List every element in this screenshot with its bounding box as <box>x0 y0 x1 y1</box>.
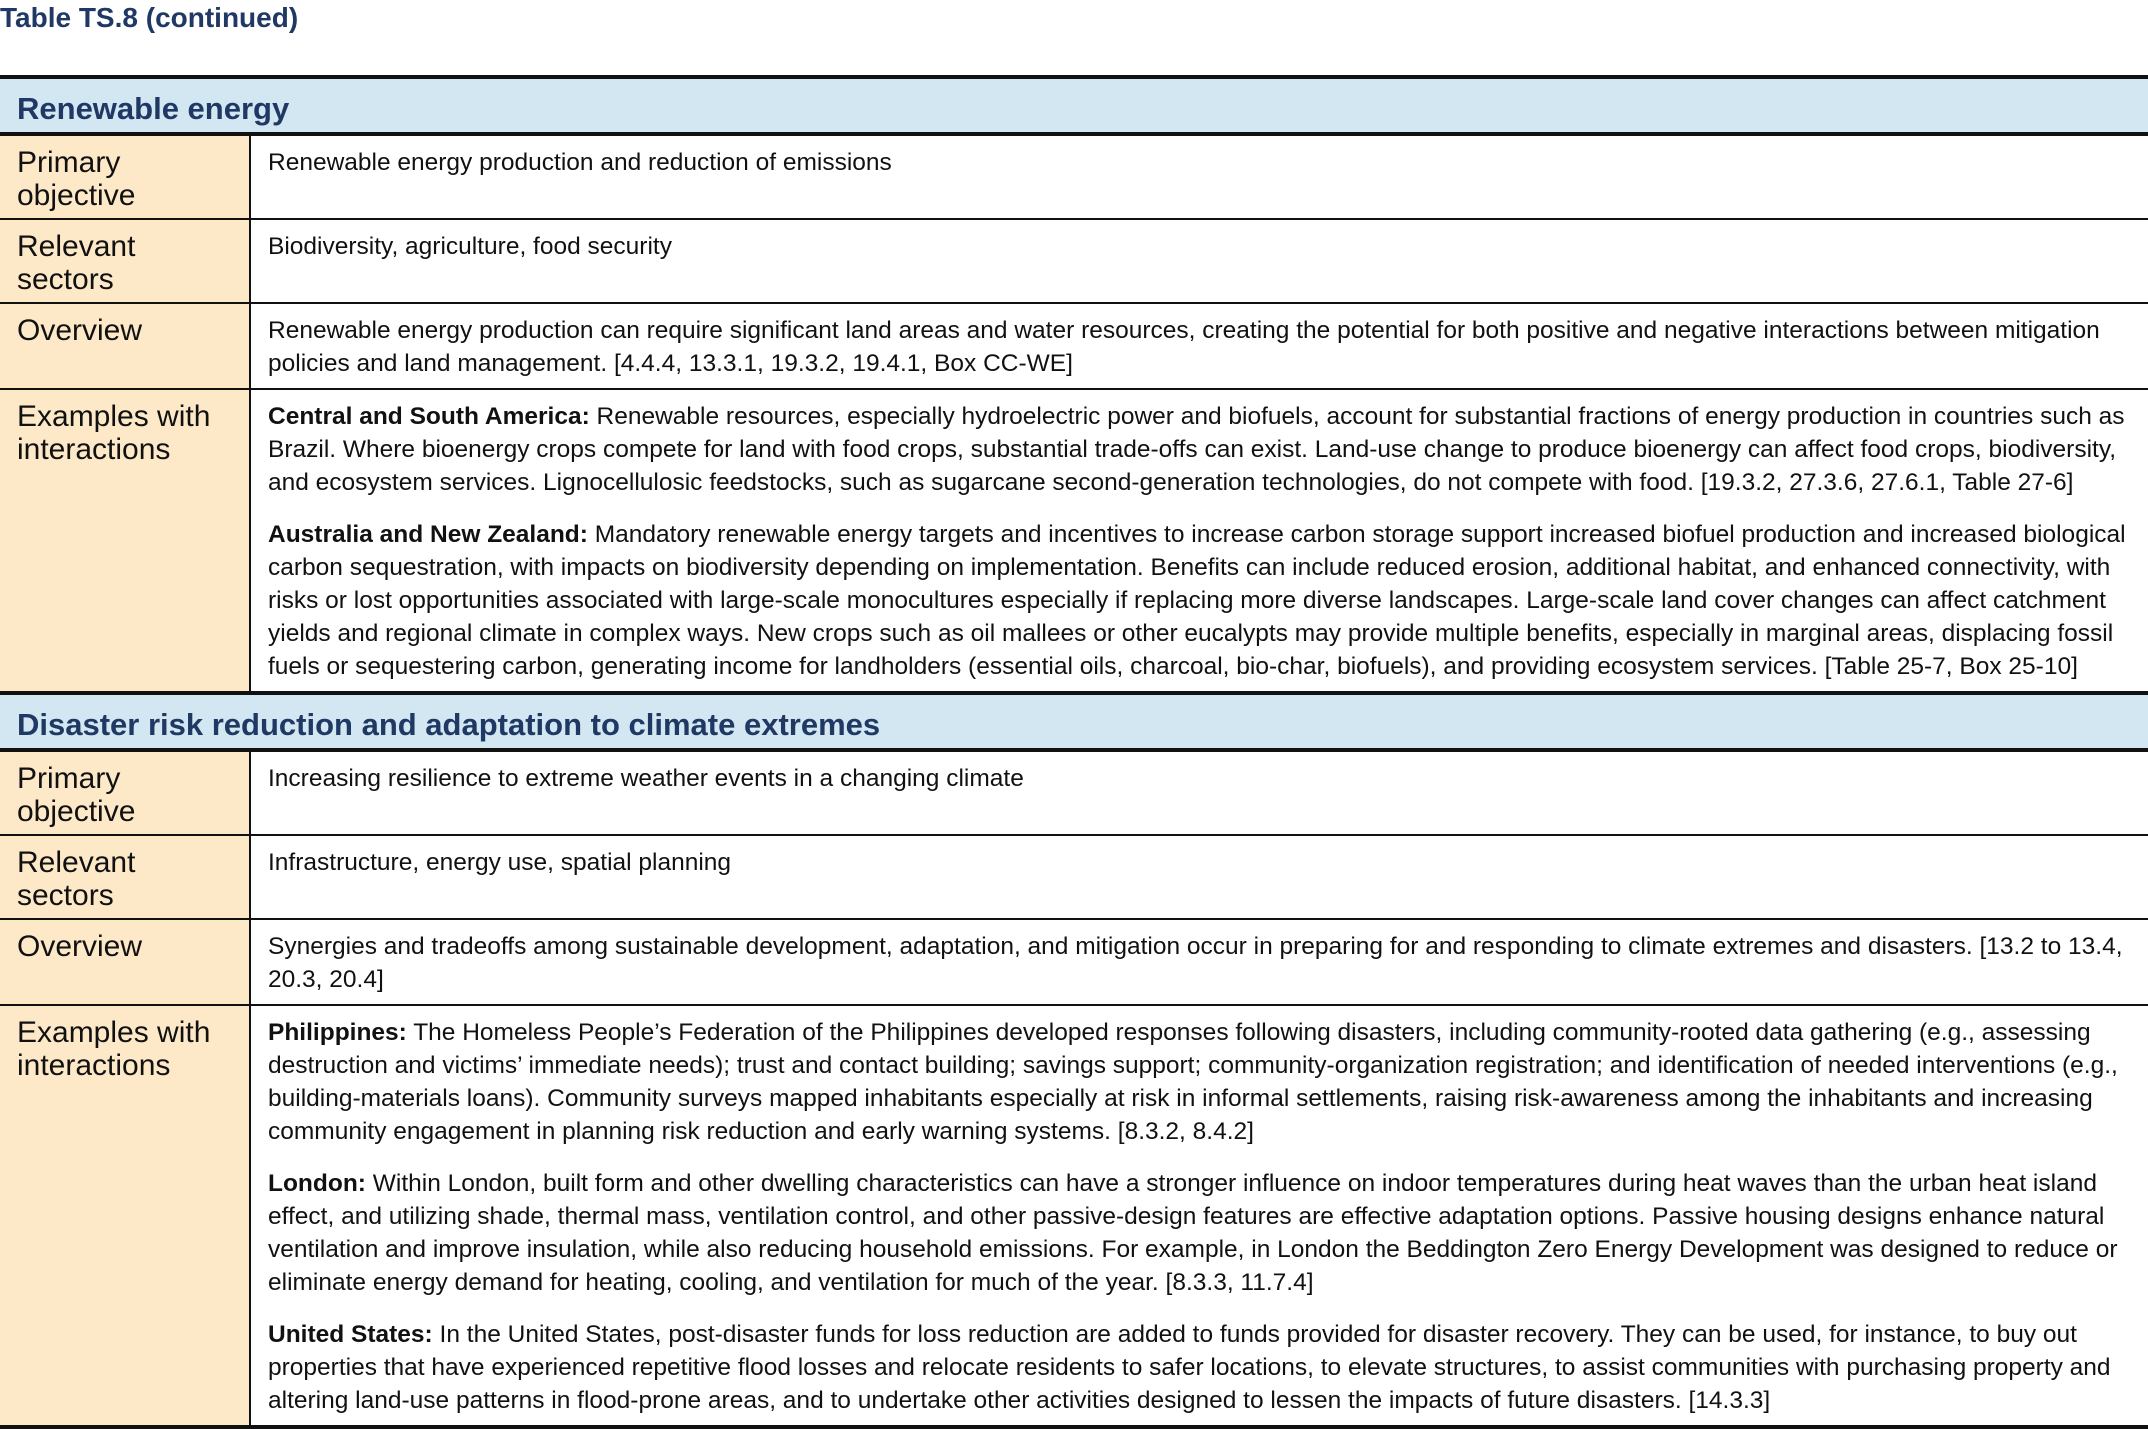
example-paragraph <box>268 1167 2132 1299</box>
section-header: Renewable energy <box>0 79 2148 136</box>
table-row <box>0 1006 2148 1429</box>
example-text: In the United States, post-disaster funds for loss reduction are added to funds provided for disaster recovery. They can be used, for instance, to buy out properties that have experienced repetitive flood losses and relocate residents to safer locations, to elevate structures, to assist communities with purchasing property and altering land-use patterns in flood-prone areas, and to undertake other activities designed to lessen the impacts of future disasters. [14.3.3] <box>268 1321 2111 1414</box>
example-text: Within London, built form and other dwelling characteristics can have a stronger influence on indoor temperatures during heat waves than the urban heat island effect, and utilizing shade, thermal mass, ventilation control, and other passive-design features are effective adaptation options. Passive housing designs enhance natural ventilation and improve insulation, while also reducing household emissions. For example, in London the Beddington Zero Energy Development was designed to reduce or eliminate energy demand for heating, cooling, and ventilation for much of the year. [8.3.3, 11.7.4] <box>268 1170 2118 1296</box>
section-header: Disaster risk reduction and adaptation to climate extremes <box>0 695 2148 752</box>
table-row <box>0 220 2148 304</box>
row-label: Overview <box>0 920 251 1004</box>
table-row <box>0 304 2148 390</box>
row-text: Biodiversity, agriculture, food security <box>268 233 672 260</box>
row-content <box>251 1006 2148 1425</box>
row-content <box>251 136 2148 218</box>
row-content <box>251 304 2148 388</box>
example-paragraph <box>268 400 2132 499</box>
table-row <box>0 390 2148 695</box>
table-row <box>0 920 2148 1006</box>
row-content <box>251 752 2148 834</box>
row-label: Relevant sectors <box>0 220 251 302</box>
row-text: Increasing resilience to extreme weather events in a changing climate <box>268 765 1024 792</box>
example-text: Mandatory renewable energy targets and incentives to increase carbon storage support increased biofuel production and increased biological carbon sequestration, with impacts on biodiversity depending on implementation. Benefits can include reduced erosion, additional habitat, and enhanced connectivity, with risks or lost opportunities associated with large-scale monocultures especially if replacing more diverse landscapes. Large-scale land cover changes can affect catchment yields and regional climate in complex ways. New crops such as oil mallees or other eucalypts may provide multiple benefits, especially in marginal areas, displacing fossil fuels or sequestering carbon, generating income for landholders (essential oils, charcoal, bio-char, biofuels), and providing ecosystem services. [Table 25-7, Box 25-10] <box>268 521 2126 680</box>
example-region: London: <box>268 1170 366 1197</box>
row-content <box>251 390 2148 691</box>
example-paragraph <box>268 518 2132 683</box>
row-text: Infrastructure, energy use, spatial planning <box>268 849 732 876</box>
row-text: Renewable energy production and reduction of emissions <box>268 149 892 176</box>
row-label: Primary objective <box>0 136 251 218</box>
example-paragraph <box>268 1318 2132 1417</box>
row-content <box>251 836 2148 918</box>
example-text: Renewable resources, especially hydroelectric power and biofuels, account for substantial fractions of energy production in countries such as Brazil. Where bioenergy crops compete for land with food crops, substantial trade-offs can exist. Land-use change to produce bioenergy can affect food crops, biodiversity, and ecosystem services. Lignocellulosic feedstocks, such as sugarcane second-generation technologies, do not compete with food. [19.3.2, 27.3.6, 27.6.1, Table 27-6] <box>268 403 2125 496</box>
row-label: Primary objective <box>0 752 251 834</box>
example-region: Philippines: <box>268 1019 407 1046</box>
row-label: Examples with interactions <box>0 390 251 691</box>
row-content <box>251 220 2148 302</box>
example-region: Australia and New Zealand: <box>268 521 588 548</box>
table-caption: Table TS.8 (continued) <box>0 2 299 33</box>
interactions-table <box>0 75 2148 1429</box>
example-text: The Homeless People’s Federation of the Philippines developed responses following disasters, including community-rooted data gathering (e.g., assessing destruction and victims’ immediate needs); trust and contact building; savings support; community-organization registration; and identification of needed interventions (e.g., building-materials loans). Community surveys mapped inhabitants especially at risk in informal settlements, raising risk-awareness among the inhabitants and increasing community engagement in planning risk reduction and early warning systems. [8.3.2, 8.4.2] <box>268 1019 2118 1145</box>
example-region: Central and South America: <box>268 403 590 430</box>
table-row <box>0 136 2148 220</box>
table-row <box>0 836 2148 920</box>
row-label: Examples with interactions <box>0 1006 251 1425</box>
row-text: Renewable energy production can require significant land areas and water resources, creating the potential for both positive and negative interactions between mitigation policies and land management. [4.4.4, 13.3.1, 19.3.2, 19.4.1, Box CC-WE] <box>268 317 2100 377</box>
row-text: Synergies and tradeoffs among sustainable development, adaptation, and mitigation occur in preparing for and responding to climate extremes and disasters. [13.2 to 13.4, 20.3, 20.4] <box>268 933 2123 993</box>
example-paragraph <box>268 1016 2132 1148</box>
row-label: Relevant sectors <box>0 836 251 918</box>
row-content <box>251 920 2148 1004</box>
table-row <box>0 752 2148 836</box>
example-region: United States: <box>268 1321 433 1348</box>
row-label: Overview <box>0 304 251 388</box>
